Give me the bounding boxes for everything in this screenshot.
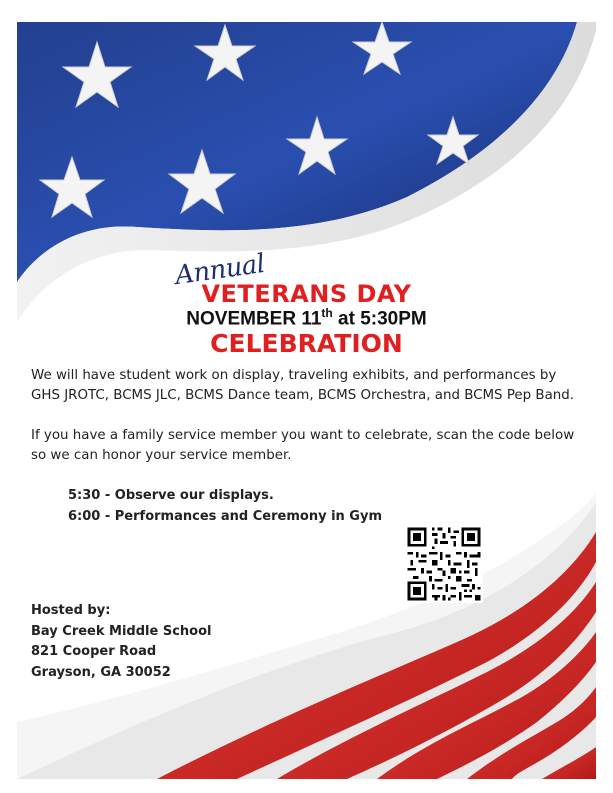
date-suffix-sup: th: [321, 306, 333, 320]
host-label: Hosted by:: [31, 603, 111, 618]
date-time: at 5:30PM: [332, 308, 427, 330]
schedule-item: 5:30 - Observe our displays.: [68, 488, 274, 503]
description-paragraph: We will have student work on display, traveling exhibits, and performances by GHS JROTC, BCMS JLC, BCMS Dance team, BCMS Orchestra, and BCMS Pep Band.: [31, 368, 575, 403]
flyer: [17, 22, 596, 779]
host-city: Grayson, GA 30052: [31, 664, 171, 680]
event-date: [17, 306, 596, 330]
host-block: [31, 601, 211, 683]
schedule-item: 6:00 - Performances and Ceremony in Gym: [68, 509, 382, 524]
annual-script: Annual: [173, 248, 267, 292]
host-name: Bay Creek Middle School: [31, 623, 212, 639]
event-title: VETERANS DAY: [201, 280, 412, 308]
event-subtitle: CELEBRATION: [210, 329, 403, 358]
qr-code-icon[interactable]: [405, 525, 483, 603]
invite-paragraph: If you have a family service member you want to celebrate, scan the code below so we can honor your service member.: [31, 428, 575, 463]
schedule-list: [68, 485, 382, 527]
date-prefix: NOVEMBER 11: [186, 308, 322, 330]
host-street: 821 Cooper Road: [31, 644, 157, 659]
